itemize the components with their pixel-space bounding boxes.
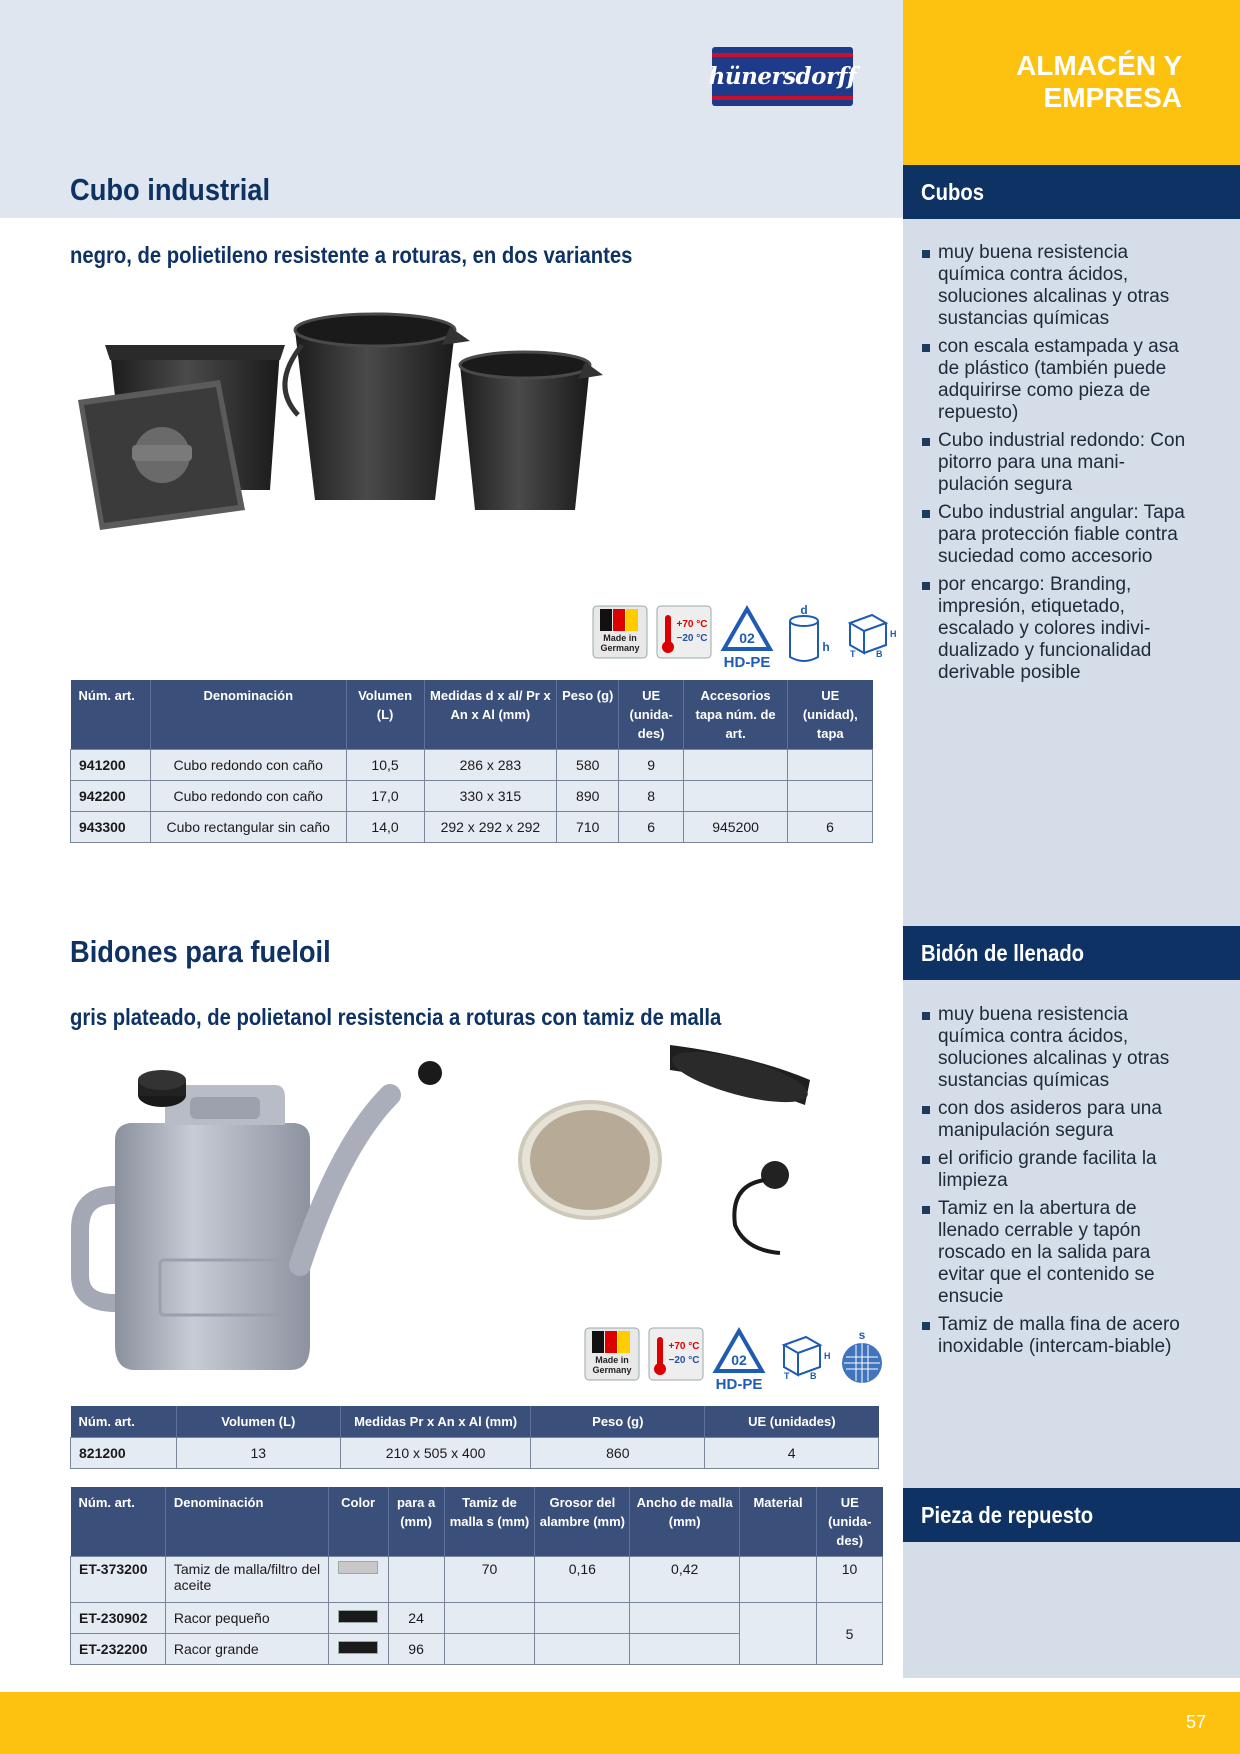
- category-box: [903, 0, 1240, 165]
- temperature-icon: [648, 1327, 704, 1381]
- list-item: Tamiz de malla fina de acero inoxidable (intercam-biable): [920, 1314, 1190, 1358]
- col-header-tamiz: Tamiz de malla s (mm): [444, 1487, 535, 1557]
- spec-icons-row-1: [592, 603, 897, 673]
- cell: Racor pequeño: [165, 1603, 328, 1634]
- cell: 210 x 505 x 400: [340, 1438, 531, 1469]
- col-header-ue: UE (unida-des): [619, 680, 684, 750]
- col-header-ue: UE (unidades): [705, 1406, 879, 1438]
- box-dimensions-icon: [774, 1327, 831, 1381]
- list-item: por encargo: Branding, impresión, etiquetado, escalado y colores indivi-dualizado y funcionalidad derivable posible: [920, 574, 1190, 684]
- svg-text:T: T: [850, 649, 856, 659]
- section-title-bidones: Bidones para fueloil: [70, 934, 331, 969]
- section-subtitle-bidones: gris plateado, de polietanol resistencia a roturas con tamiz de malla: [70, 1004, 722, 1030]
- cell: Cubo redondo con caño: [150, 781, 346, 812]
- svg-text:Germany: Germany: [600, 643, 640, 653]
- cell: ET-373200: [71, 1557, 166, 1603]
- col-header-denominacion: Denominación: [165, 1487, 328, 1557]
- temperature-icon: [656, 605, 712, 659]
- color-swatch-cell: [328, 1603, 388, 1634]
- cell: 13: [176, 1438, 340, 1469]
- svg-text:02: 02: [739, 630, 755, 646]
- footer-band: [0, 1692, 1240, 1754]
- cell: 821200: [71, 1438, 177, 1469]
- cell: 24: [388, 1603, 444, 1634]
- svg-text:02: 02: [731, 1352, 747, 1368]
- cell: 6: [619, 812, 684, 843]
- list-item: con dos asideros para una manipulación segura: [920, 1098, 1190, 1142]
- logo-text: hünersdorff: [708, 63, 857, 90]
- cell: 941200: [71, 750, 151, 781]
- cell: Tamiz de malla/filtro del aceite: [165, 1557, 328, 1603]
- list-item: Cubo industrial redondo: Con pitorro para una mani-pulación segura: [920, 430, 1190, 496]
- hdpe-recycling-icon: [720, 605, 774, 673]
- cell: 70: [444, 1557, 535, 1603]
- spec-icons-row-2: [584, 1327, 888, 1395]
- col-header-color: Color: [328, 1487, 388, 1557]
- table-row: [71, 750, 873, 781]
- svg-text:+70 °C: +70 °C: [676, 619, 708, 630]
- cell: 292 x 292 x 292: [424, 812, 557, 843]
- cell: [788, 781, 873, 812]
- hdpe-recycling-icon: [712, 1327, 766, 1395]
- cell: 286 x 283: [424, 750, 557, 781]
- svg-text:T: T: [784, 1371, 790, 1381]
- made-in-germany-icon: [592, 605, 648, 659]
- cell: [684, 781, 788, 812]
- svg-text:HD-PE: HD-PE: [723, 654, 771, 671]
- list-item: muy buena resistencia química contra ácidos, soluciones alcalinas y otras sustancias químicas: [920, 1004, 1190, 1092]
- cell: [740, 1557, 817, 1603]
- page-number: 57: [1185, 1712, 1206, 1732]
- list-item: muy buena resistencia química contra ácidos, soluciones alcalinas y otras sustancias químicas: [920, 242, 1190, 330]
- col-header-ue: UE (unida-des): [816, 1487, 882, 1557]
- table-row: [71, 1557, 883, 1603]
- cell: 943300: [71, 812, 151, 843]
- cell: 14,0: [346, 812, 424, 843]
- cell: 4: [705, 1438, 879, 1469]
- col-header-volumen: Volumen (L): [176, 1406, 340, 1438]
- svg-text:+70 °C: +70 °C: [668, 1341, 700, 1352]
- cell: 5: [816, 1603, 882, 1665]
- mesh-sieve-icon: [836, 1327, 888, 1387]
- cell: 0,42: [630, 1557, 740, 1603]
- bucket-product-image: [70, 305, 610, 545]
- cell: [444, 1634, 535, 1665]
- col-header-num: Núm. art.: [71, 1406, 177, 1438]
- svg-text:HD-PE: HD-PE: [715, 1376, 763, 1393]
- list-item: Cubo industrial angular: Tapa para protección fiable contra suciedad como accesorio: [920, 502, 1190, 568]
- cell: 890: [557, 781, 619, 812]
- table-header-row: [71, 680, 873, 750]
- col-header-para: para a (mm): [388, 1487, 444, 1557]
- col-header-medidas: Medidas Pr x An x Al (mm): [340, 1406, 531, 1438]
- cell: 10: [816, 1557, 882, 1603]
- sidebar-header-cubos: Cubos: [903, 165, 1240, 219]
- cell: 942200: [71, 781, 151, 812]
- section-subtitle-cubo: negro, de polietileno resistente a roturas, en dos variantes: [70, 242, 633, 268]
- table-row: [71, 1603, 883, 1634]
- cell: ET-230902: [71, 1603, 166, 1634]
- cell: [788, 750, 873, 781]
- col-header-volumen: Volumen (L): [346, 680, 424, 750]
- col-header-ue-tapa: UE (unidad), tapa: [788, 680, 873, 750]
- cell: [630, 1603, 740, 1634]
- svg-text:Made in: Made in: [603, 633, 637, 643]
- cell: 9: [619, 750, 684, 781]
- sidebar-header-repuesto: Pieza de repuesto: [903, 1488, 1240, 1542]
- cell: 0,16: [535, 1557, 630, 1603]
- cell: 96: [388, 1634, 444, 1665]
- cell: 8: [619, 781, 684, 812]
- col-header-peso: Peso (g): [557, 680, 619, 750]
- cell: Cubo rectangular sin caño: [150, 812, 346, 843]
- cell: 10,5: [346, 750, 424, 781]
- made-in-germany-icon: [584, 1327, 640, 1381]
- svg-text:d: d: [800, 603, 808, 617]
- spare-parts-table: [70, 1487, 883, 1665]
- cell: 330 x 315: [424, 781, 557, 812]
- sidebar-bullets-bidon: [920, 1004, 1190, 1364]
- svg-text:h: h: [822, 640, 830, 654]
- col-header-num: Núm. art.: [71, 1487, 166, 1557]
- col-header-ancho: Ancho de malla (mm): [630, 1487, 740, 1557]
- sidebar-header-bidon: Bidón de llenado: [903, 926, 1240, 980]
- list-item: el orificio grande facilita la limpieza: [920, 1148, 1190, 1192]
- color-swatch: [338, 1561, 378, 1574]
- logo-top-stripe: [712, 53, 853, 57]
- table-row: [71, 1438, 879, 1469]
- cell: Racor grande: [165, 1634, 328, 1665]
- color-swatch-cell: [328, 1634, 388, 1665]
- cell: 945200: [684, 812, 788, 843]
- svg-text:H: H: [824, 1351, 831, 1361]
- color-swatch: [338, 1641, 378, 1654]
- cubo-table: [70, 680, 873, 843]
- cell: ET-232200: [71, 1634, 166, 1665]
- cell: 710: [557, 812, 619, 843]
- table-row: [71, 781, 873, 812]
- col-header-accesorios: Accesorios tapa núm. de art.: [684, 680, 788, 750]
- color-swatch-cell: [328, 1557, 388, 1603]
- svg-text:−20 °C: −20 °C: [676, 633, 708, 644]
- cell: [740, 1603, 817, 1665]
- round-dimensions-icon: [782, 605, 832, 669]
- col-header-medidas: Medidas d x al/ Pr x An x Al (mm): [424, 680, 557, 750]
- cell: 17,0: [346, 781, 424, 812]
- list-item: con escala estampada y asa de plástico (también puede adquirirse como pieza de repuesto): [920, 336, 1190, 424]
- cell: [388, 1557, 444, 1603]
- svg-text:H: H: [890, 629, 897, 639]
- box-dimensions-icon: [840, 605, 897, 659]
- col-header-peso: Peso (g): [531, 1406, 705, 1438]
- svg-text:Made in: Made in: [595, 1355, 629, 1365]
- fuel-can-product-image: [70, 1045, 470, 1375]
- table-header-row: [71, 1406, 879, 1438]
- svg-text:−20 °C: −20 °C: [668, 1355, 700, 1366]
- brand-logo: [708, 47, 857, 106]
- color-swatch: [338, 1610, 378, 1623]
- cell: [535, 1634, 630, 1665]
- bidon-table: [70, 1406, 879, 1469]
- col-header-grosor: Grosor del alambre (mm): [535, 1487, 630, 1557]
- col-header-denominacion: Denominación: [150, 680, 346, 750]
- table-header-row: [71, 1487, 883, 1557]
- cell: 860: [531, 1438, 705, 1469]
- list-item: Tamiz en la abertura de llenado cerrable y tapón roscado en la salida para evitar que el contenido se ensucie: [920, 1198, 1190, 1308]
- cell: [630, 1634, 740, 1665]
- svg-text:s: s: [858, 1328, 866, 1342]
- col-header-material: Material: [740, 1487, 817, 1557]
- table-row: [71, 812, 873, 843]
- sidebar-bullets-cubos: [920, 242, 1190, 690]
- section-title-cubo: Cubo industrial: [70, 172, 271, 207]
- cell: 580: [557, 750, 619, 781]
- category-title: ALMACÉN Y EMPRESA: [1016, 50, 1182, 113]
- svg-text:B: B: [810, 1371, 817, 1381]
- cell: [444, 1603, 535, 1634]
- svg-text:B: B: [876, 649, 883, 659]
- col-header-num: Núm. art.: [71, 680, 151, 750]
- spare-parts-image: [510, 1035, 820, 1265]
- svg-text:Germany: Germany: [592, 1365, 632, 1375]
- logo-bottom-stripe: [712, 96, 853, 100]
- cell: [684, 750, 788, 781]
- cell: 6: [788, 812, 873, 843]
- cell: Cubo redondo con caño: [150, 750, 346, 781]
- cell: [535, 1603, 630, 1634]
